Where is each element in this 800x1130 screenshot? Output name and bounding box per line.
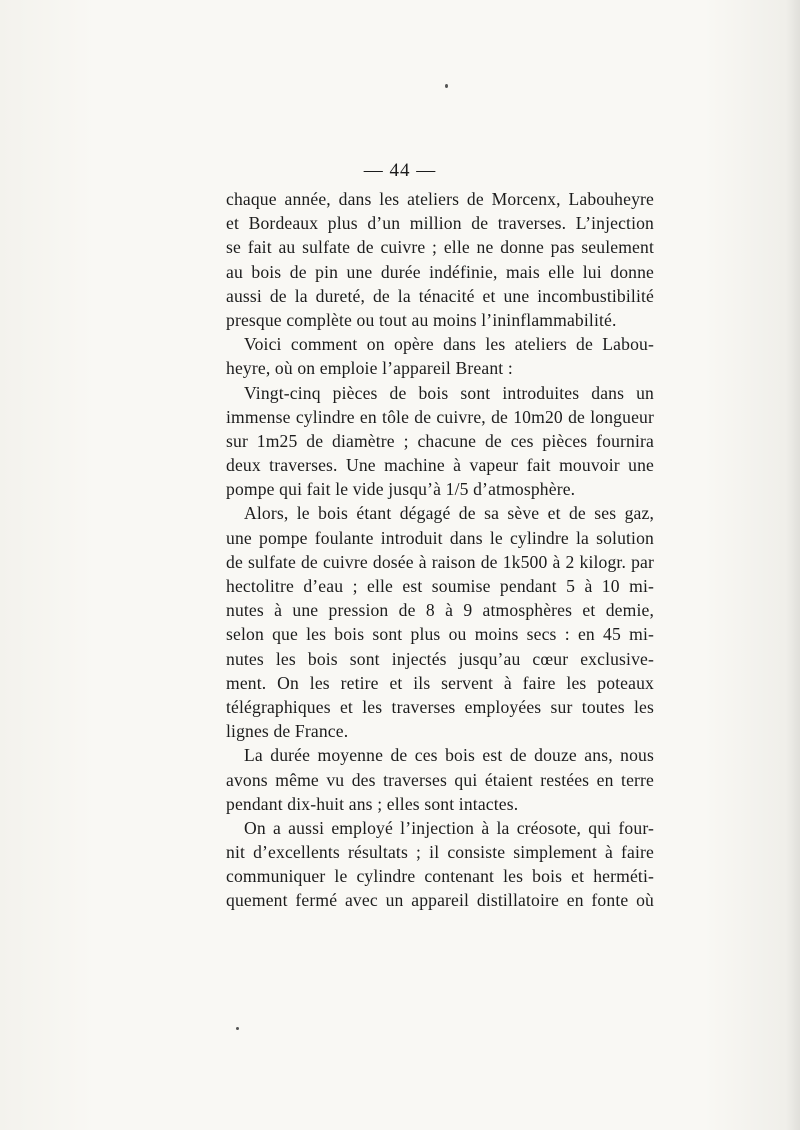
text-line: nutes les bois sont injectés jusqu’au cœur exclusive- [226,648,654,669]
text-line: La durée moyenne de ces bois est de douze ans, nous [244,745,654,766]
page-number: — 44 — [363,160,437,181]
text-line: de sulfate de cuivre dosée à raison de 1k500 à 2 kilogr. par [226,551,654,572]
text-line: nit d’excellents résultats ; il consiste simplement à faire [226,842,654,863]
text-line: télégraphiques et les traverses employées sur toutes les [226,696,654,717]
text-line: heyre, où on emploie l’appareil Breant : [226,358,513,379]
text-line: communiquer le cylindre contenant les bois et herméti- [226,866,654,887]
text-line: se fait au sulfate de cuivre ; elle ne donne pas seulement [226,237,654,258]
text-line: avons même vu des traverses qui étaient restées en terre [226,769,654,790]
text-line: hectolitre d’eau ; elle est soumise pendant 5 à 10 mi- [226,576,654,596]
text-line: aussi de la dureté, de la ténacité et une incombustibilité [226,285,654,306]
text-line: pompe qui fait le vide jusqu’à 1/5 d’atmosphère. [226,479,576,500]
text-line: immense cylindre en tôle de cuivre, de 10m20 de longueur [226,406,654,427]
text-line: chaque année, dans les ateliers de Morcenx, Labouheyre [226,189,654,209]
text-line: selon que les bois sont plus ou moins secs : en 45 mi- [226,624,654,645]
text-line: au bois de pin une durée indéfinie, mais elle lui donne [226,261,654,282]
paper-speck [236,1027,239,1030]
text-line: une pompe foulante introduit dans le cylindre la solution [226,527,654,548]
text-line: et Bordeaux plus d’un million de traverses. L’injection [226,213,654,234]
text-line: Vingt-cinq pièces de bois sont introduites dans un [244,382,654,403]
body-text [226,187,654,913]
text-line: Alors, le bois étant dégagé de sa sève et de ses gaz, [244,503,654,524]
text-line: sur 1m25 de diamètre ; chacune de ces pièces fournira [226,430,654,451]
text-line: deux traverses. Une machine à vapeur fait mouvoir une [226,455,654,476]
text-line: lignes de France. [226,721,349,742]
text-line: pendant dix-huit ans ; elles sont intactes. [226,793,519,814]
text-line: Voici comment on opère dans les ateliers de Labou- [244,334,654,355]
text-line: ment. On les retire et ils servent à faire les poteaux [226,672,654,693]
text-line: On a aussi employé l’injection à la créosote, qui four- [244,817,654,838]
text-line: quement fermé avec un appareil distillatoire en fonte où [226,890,654,911]
text-line: presque complète ou tout au moins l’ininflammabilité. [226,309,617,330]
text-line: nutes à une pression de 8 à 9 atmosphères et demie, [226,600,654,621]
paper-speck [445,84,448,88]
